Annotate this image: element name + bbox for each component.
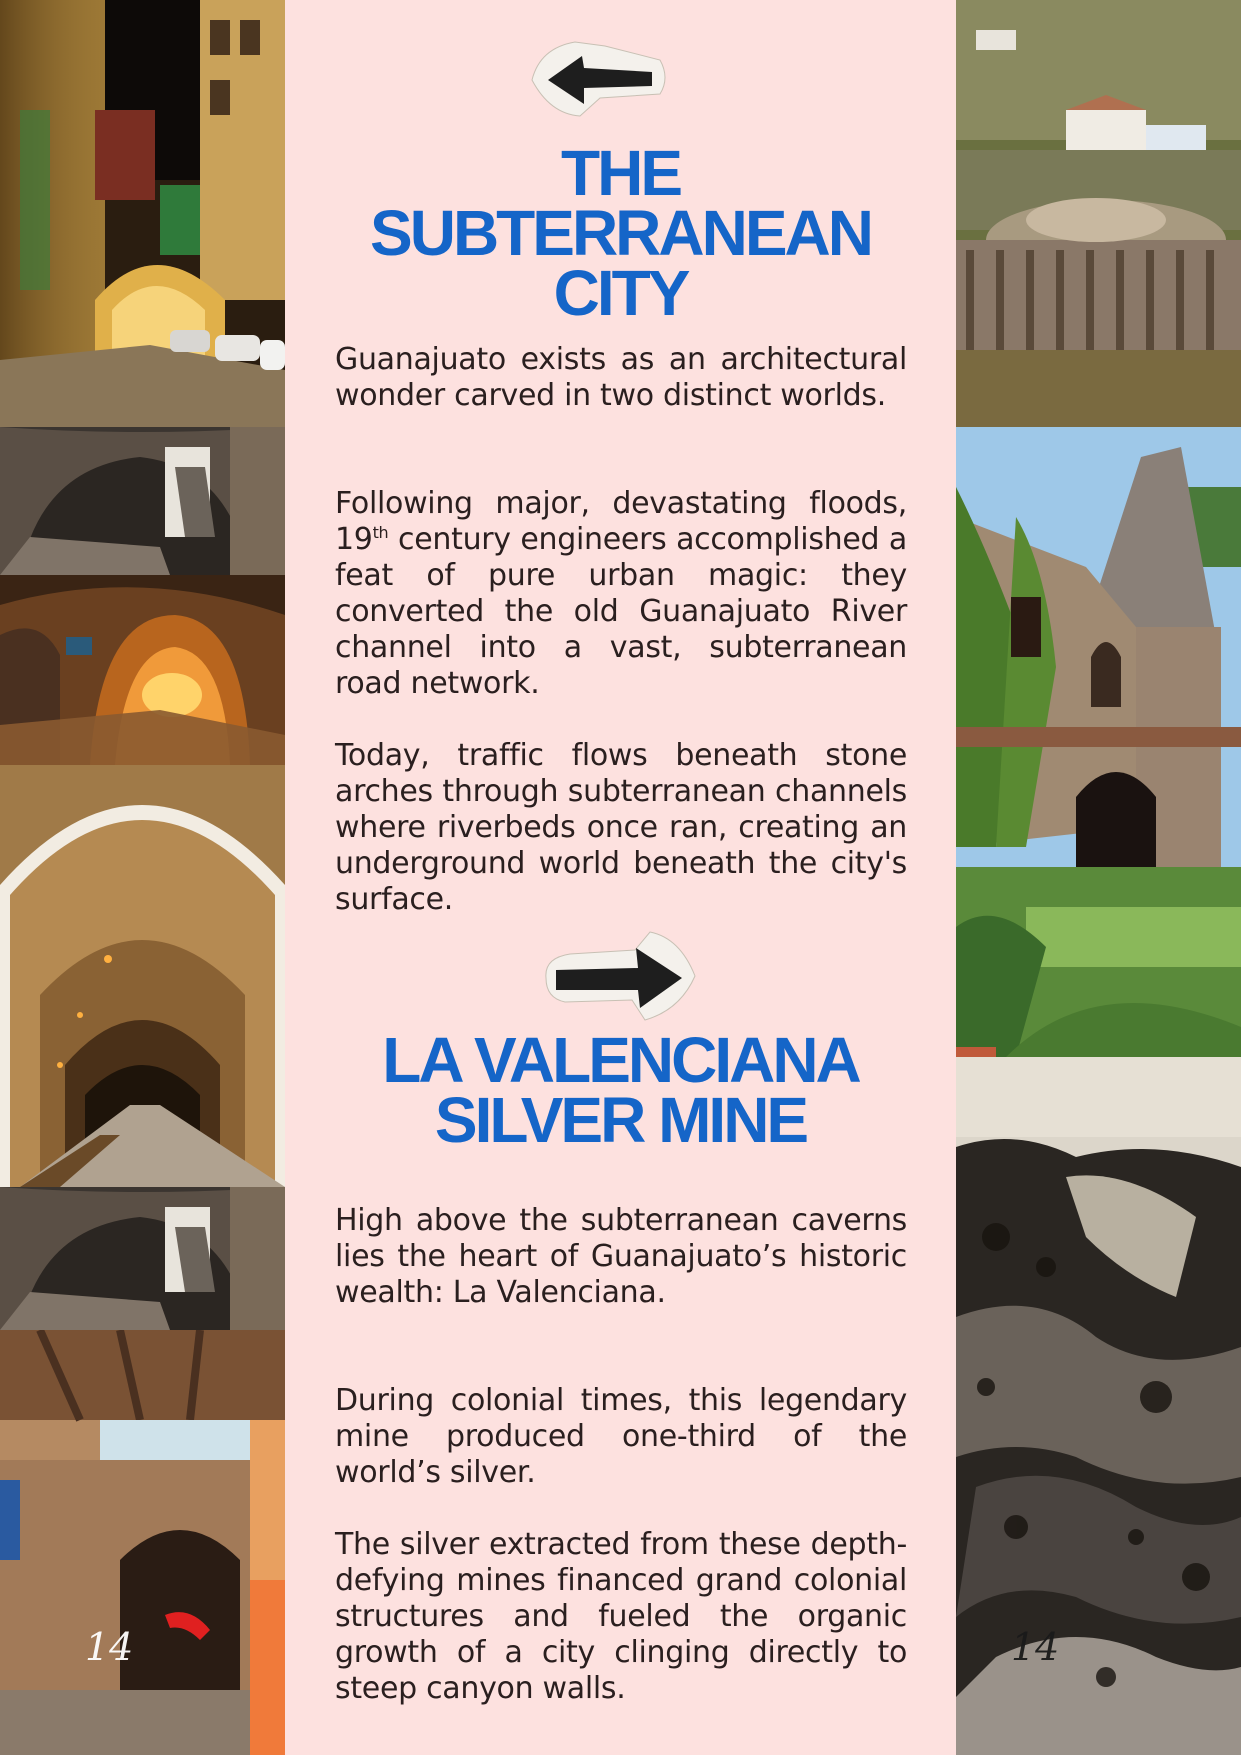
heading-line: CITY <box>553 257 688 329</box>
page-number-right: 14 <box>1011 1625 1060 1669</box>
photo-arched-tunnel <box>0 765 285 1187</box>
left-photo-column <box>0 0 285 1755</box>
heading-subterranean-city <box>285 137 956 329</box>
heading-valenciana-silver-mine <box>285 1024 956 1156</box>
paragraph-high-above: High above the subterranean caverns lies the heart of Guanajuato’s historic wealth: La Valenciana. <box>335 1203 907 1310</box>
paragraph-traffic: Today, traffic flows beneath stone arches through subterranean channels where riverbeds once ran, creating an underground world beneath the city's surface. <box>335 738 907 917</box>
photo-orange-tunnel <box>0 575 285 765</box>
photo-tunnel-stairs <box>0 427 285 575</box>
photo-stone-alley <box>0 1330 285 1755</box>
right-photo-column <box>956 0 1241 1755</box>
heading-line: SUBTERRANEAN <box>370 197 871 269</box>
photo-tunnel-stairs-2 <box>0 1187 285 1330</box>
paragraph-floods: Following major, devastating floods, 19th century engineers accomplished a feat of pure urban magic: they converted the old Guanajuato River channel into a vast, subterranean road network. <box>335 486 907 701</box>
heading-line: LA VALENCIANA <box>382 1024 859 1096</box>
photo-stone-chapel-ivy <box>956 427 1241 1057</box>
arrow-left-icon <box>520 38 670 118</box>
heading-line: SILVER MINE <box>434 1084 807 1156</box>
arrow-right-icon <box>540 928 700 1023</box>
photo-vintage-landscape <box>956 1057 1241 1755</box>
paragraph-intro: Guanajuato exists as an architectural wonder carved in two distinct worlds. <box>335 342 907 413</box>
photo-aerial-ruins <box>956 0 1241 427</box>
heading-line: THE <box>561 137 680 209</box>
paragraph-silver-extracted: The silver extracted from these depth-defying mines financed grand colonial structures and fueled the organic growth of a city clinging directly to steep canyon walls. <box>335 1527 907 1706</box>
center-text-column <box>285 0 956 1755</box>
paragraph-colonial-times: During colonial times, this legendary mine produced one-third of the world’s silver. <box>335 1383 907 1490</box>
photo-night-street-arch <box>0 0 285 427</box>
page-number-left: 14 <box>85 1625 134 1669</box>
